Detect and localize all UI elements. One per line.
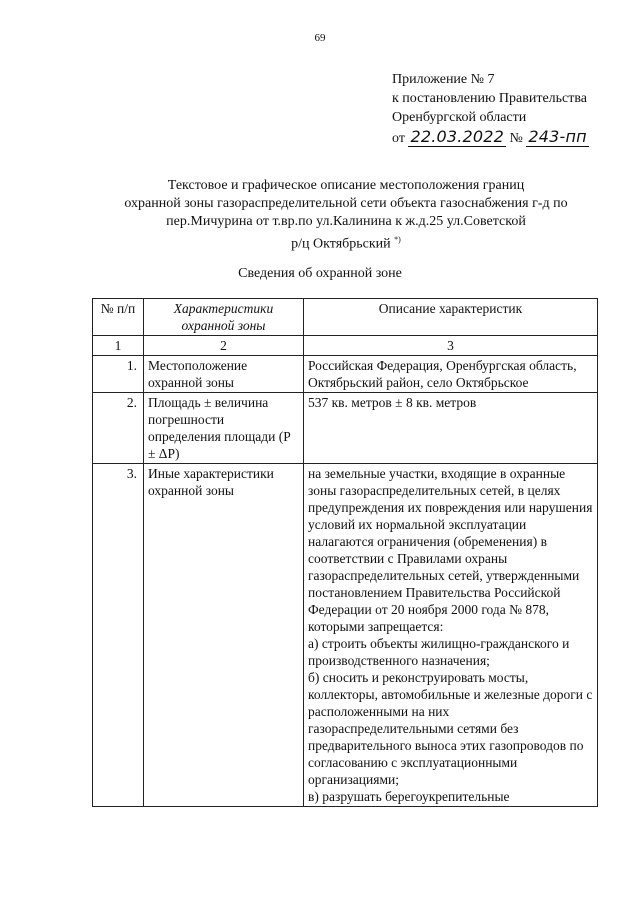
document-title	[96, 177, 596, 254]
description-paragraph: б) сносить и реконструировать мосты, коллекторы, автомобильные и железные дороги с расположенными на них газораспределительными сетями без предварительного выноса этих газопроводов по согласованию с эксплуатационными организациями;	[308, 670, 593, 787]
section-subtitle: Сведения об охранной зоне	[238, 266, 402, 281]
row-number: 3.	[93, 464, 144, 807]
header-number: № п/п	[93, 299, 144, 336]
row-description	[304, 464, 598, 807]
title-line-4-text: р/ц Октябрьский	[291, 236, 391, 252]
page-number: 69	[314, 32, 326, 44]
appendix-date-line	[392, 127, 589, 148]
row-description	[304, 356, 598, 393]
row-name: Площадь ± величина погрешности определения площади (P ± ΔP)	[144, 393, 304, 464]
row-name: Местоположение охранной зоны	[144, 356, 304, 393]
table-row	[93, 464, 598, 807]
description-paragraph: на земельные участки, входящие в охранные зоны газораспределительных сетей, в целях предупреждения их повреждения или нарушения условий их нормальной эксплуатации налагаются ограничения (обременения) в соответствии с Правилами охраны газораспределительных сетей, утвержденными постановлением Правительства Российской Федерации от 20 ноября 2000 года № 878, которыми запрещается:	[308, 466, 593, 634]
handwritten-date: 22.03.2022	[410, 127, 505, 146]
header-description: Описание характеристик	[304, 299, 598, 336]
description-paragraph: в) разрушать берегоукрепительные	[308, 789, 510, 804]
appendix-line-3: Оренбургской области	[392, 110, 527, 125]
header-characteristics: Характеристики охранной зоны	[144, 299, 304, 336]
title-line-1: Текстовое и графическое описание местоположения границ	[167, 178, 525, 193]
zone-info-table	[92, 298, 598, 807]
index-col-2: 2	[144, 336, 304, 356]
table-index-row	[93, 336, 598, 356]
description-paragraph: Российская Федерация, Оренбургская область, Октябрьский район, село Октябрьское	[308, 358, 577, 390]
date-prefix: от	[392, 131, 405, 146]
title-line-2: охранной зоны газораспределительной сети объекта газоснабжения г-д по	[124, 196, 568, 211]
row-number: 2.	[93, 393, 144, 464]
appendix-line-1: Приложение № 7	[392, 72, 495, 87]
row-description	[304, 393, 598, 464]
description-paragraph: 537 кв. метров ± 8 кв. метров	[308, 395, 477, 410]
handwritten-number: 243-пп	[528, 127, 587, 146]
footnote-mark: *)	[394, 235, 401, 244]
appendix-line-2: к постановлению Правительства	[392, 91, 588, 106]
table-header-row	[93, 299, 598, 336]
index-col-3: 3	[304, 336, 598, 356]
title-line-3: пер.Мичурина от т.вр.по ул.Калинина к ж.д.25 ул.Советской	[166, 214, 526, 229]
description-paragraph: а) строить объекты жилищно-гражданского и производственного назначения;	[308, 636, 570, 668]
title-line-4	[96, 231, 596, 254]
row-name: Иные характеристики охранной зоны	[144, 464, 304, 807]
index-col-1: 1	[93, 336, 144, 356]
number-sign: №	[509, 131, 523, 146]
table-row	[93, 393, 598, 464]
appendix-block	[392, 70, 589, 148]
row-number: 1.	[93, 356, 144, 393]
table-row	[93, 356, 598, 393]
